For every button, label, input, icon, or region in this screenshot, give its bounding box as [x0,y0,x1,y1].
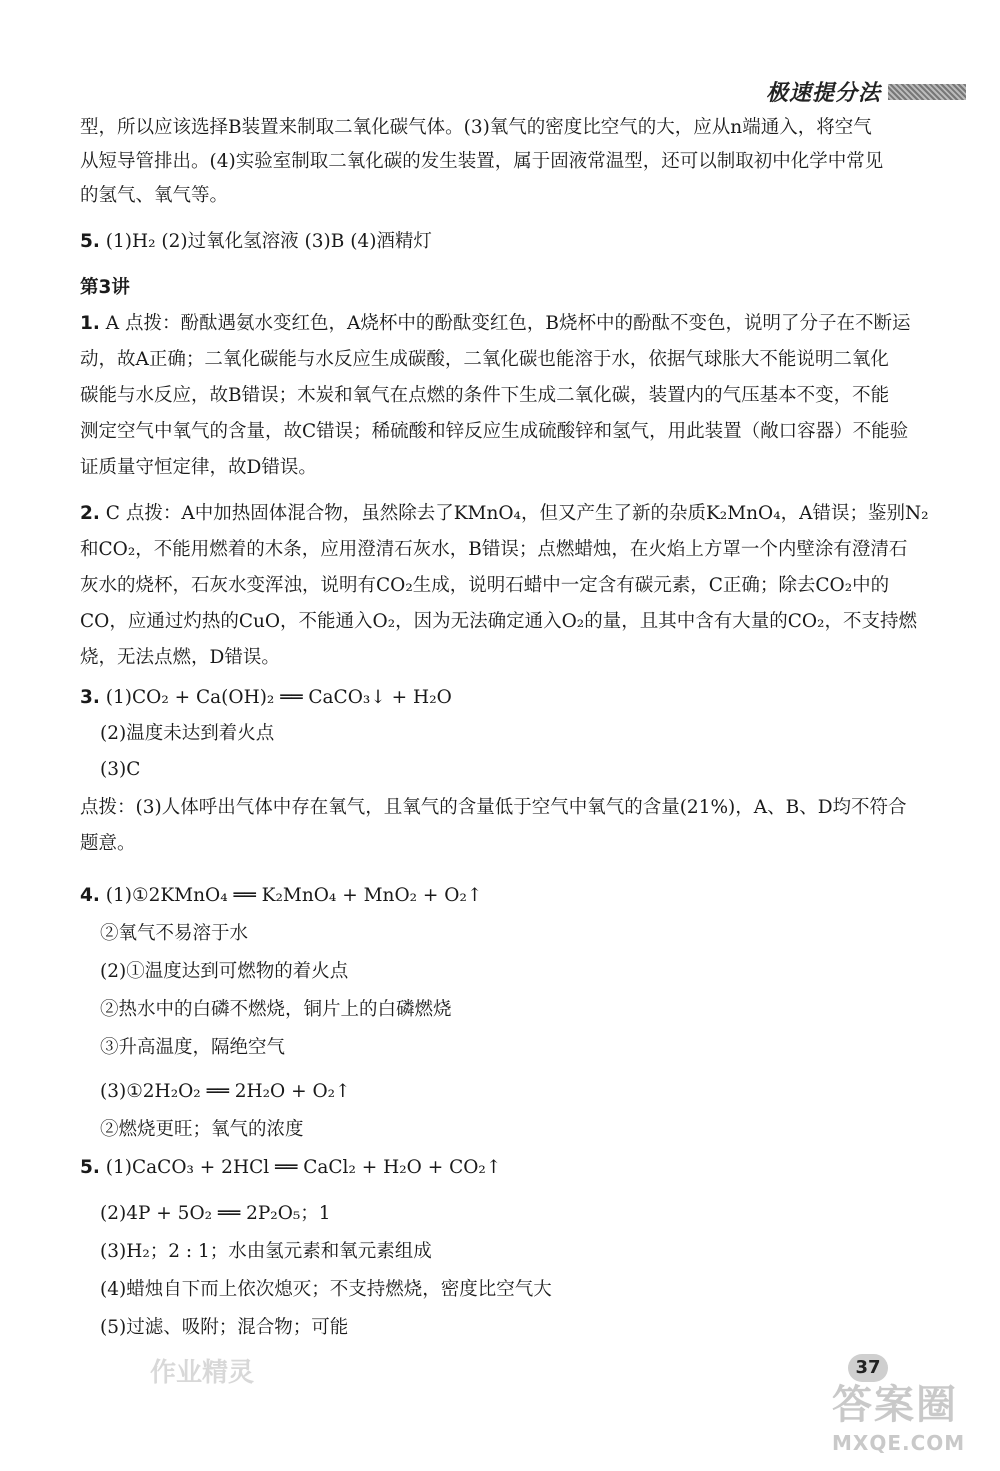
page-header [766,76,966,110]
question-3-answer [80,685,452,711]
question-number: 2. [80,503,100,524]
text-line: ③升高温度，隔绝空气 [100,1037,286,1058]
text-line: (3)C [100,759,141,780]
page-number: 37 [848,1354,888,1382]
text-line: 灰水的烧杯，石灰水变浑浊，说明有CO₂生成，说明石蜡中一定含有碳元素，C正确；除去CO₂中的 [80,575,890,596]
text-line: 烧，无法点燃，D错误。 [80,647,280,668]
text-line: (3)H₂；2 : 1；水由氢元素和氧元素组成 [100,1241,432,1262]
equation: (3)①2H₂O₂ ══ 2H₂O + O₂↑ [100,1081,351,1102]
text-line: 动，故A正确；二氧化碳能与水反应生成碳酸，二氧化碳也能溶于水，依据气球胀大不能说明二氧化 [80,349,889,370]
header-brand: 极速提分法 [766,81,882,106]
watermark-url: MXQE.COM [832,1431,966,1455]
section-heading: 第3讲 [80,277,130,298]
text-line: 从短导管排出。(4)实验室制取二氧化碳的发生装置，属于固液常温型，还可以制取初中化学中常见 [80,151,884,172]
answer-text: A 点拨：酚酞遇氨水变红色，A烧杯中的酚酞变红色，B烧杯中的酚酞不变色，说明了分子在不断运 [105,313,911,334]
watermark [832,1380,992,1460]
equation: (2)4P + 5O₂ ══ 2P₂O₅；1 [100,1203,331,1224]
text-line: (2)温度未达到着火点 [100,723,275,744]
text-line: 碳能与水反应，故B错误；木炭和氧气在点燃的条件下生成二氧化碳，装置内的气压基本不变，不能 [80,385,890,406]
text-line: (4)蜡烛自下而上依次熄灭；不支持燃烧，密度比空气大 [100,1279,552,1300]
faint-stamp: 作业精灵 [150,1358,255,1388]
question-1-answer [80,311,911,337]
text-line: 和CO₂，不能用燃着的木条，应用澄清石灰水，B错误；点燃蜡烛，在火焰上方罩一个内壁涂有澄清石 [80,539,908,560]
answer-text: (1)H₂ (2)过氧化氢溶液 (3)B (4)酒精灯 [105,231,432,252]
equation: (1)①2KMnO₄ ══ K₂MnO₄ + MnO₂ + O₂↑ [105,885,483,906]
text-line: 测定空气中氧气的含量，故C错误；稀硫酸和锌反应生成硫酸锌和氢气，用此装置（敞口容器）不能验 [80,421,909,442]
text-line: ②氧气不易溶于水 [100,923,249,944]
text-line: 题意。 [80,833,136,854]
text-line: 点拨：(3)人体呼出气体中存在氧气，且氧气的含量低于空气中氧气的含量(21%)，A、B、D均不符合 [80,797,907,818]
question-number: 1. [80,313,100,334]
equation: (1)CO₂ + Ca(OH)₂ ══ CaCO₃↓ + H₂O [105,687,452,708]
question-number: 3. [80,687,100,708]
question-5b-answer [80,1155,501,1181]
text-line: ②热水中的白磷不燃烧，铜片上的白磷燃烧 [100,999,452,1020]
question-number: 5. [80,231,100,252]
question-4-answer [80,883,482,909]
equation: (1)CaCO₃ + 2HCl ══ CaCl₂ + H₂O + CO₂↑ [105,1157,502,1178]
text-line: ②燃烧更旺；氧气的浓度 [100,1119,304,1140]
text-line: 证质量守恒定律，故D错误。 [80,457,317,478]
watermark-logo: 答案圈 [832,1382,958,1428]
question-5-answer [80,229,432,255]
text-line: (2)①温度达到可燃物的着火点 [100,961,349,982]
text-line: CO，应通过灼热的CuO，不能通入O₂，因为无法确定通入O₂的量，且其中含有大量的CO₂，不支持燃 [80,611,917,632]
question-number: 5. [80,1157,100,1178]
question-number: 4. [80,885,100,906]
text-line: 的氢气、氧气等。 [80,185,229,206]
header-decoration-bar [888,84,966,100]
text-line: (5)过滤、吸附；混合物；可能 [100,1317,349,1338]
question-2-answer [80,501,929,527]
text-line: 型，所以应该选择B装置来制取二氧化碳气体。(3)氧气的密度比空气的大，应从n端通入，将空气 [80,117,872,138]
answer-text: C 点拨：A中加热固体混合物，虽然除去了KMnO₄，但又产生了新的杂质K₂MnO₄，A错误；鉴别N₂ [105,503,929,524]
